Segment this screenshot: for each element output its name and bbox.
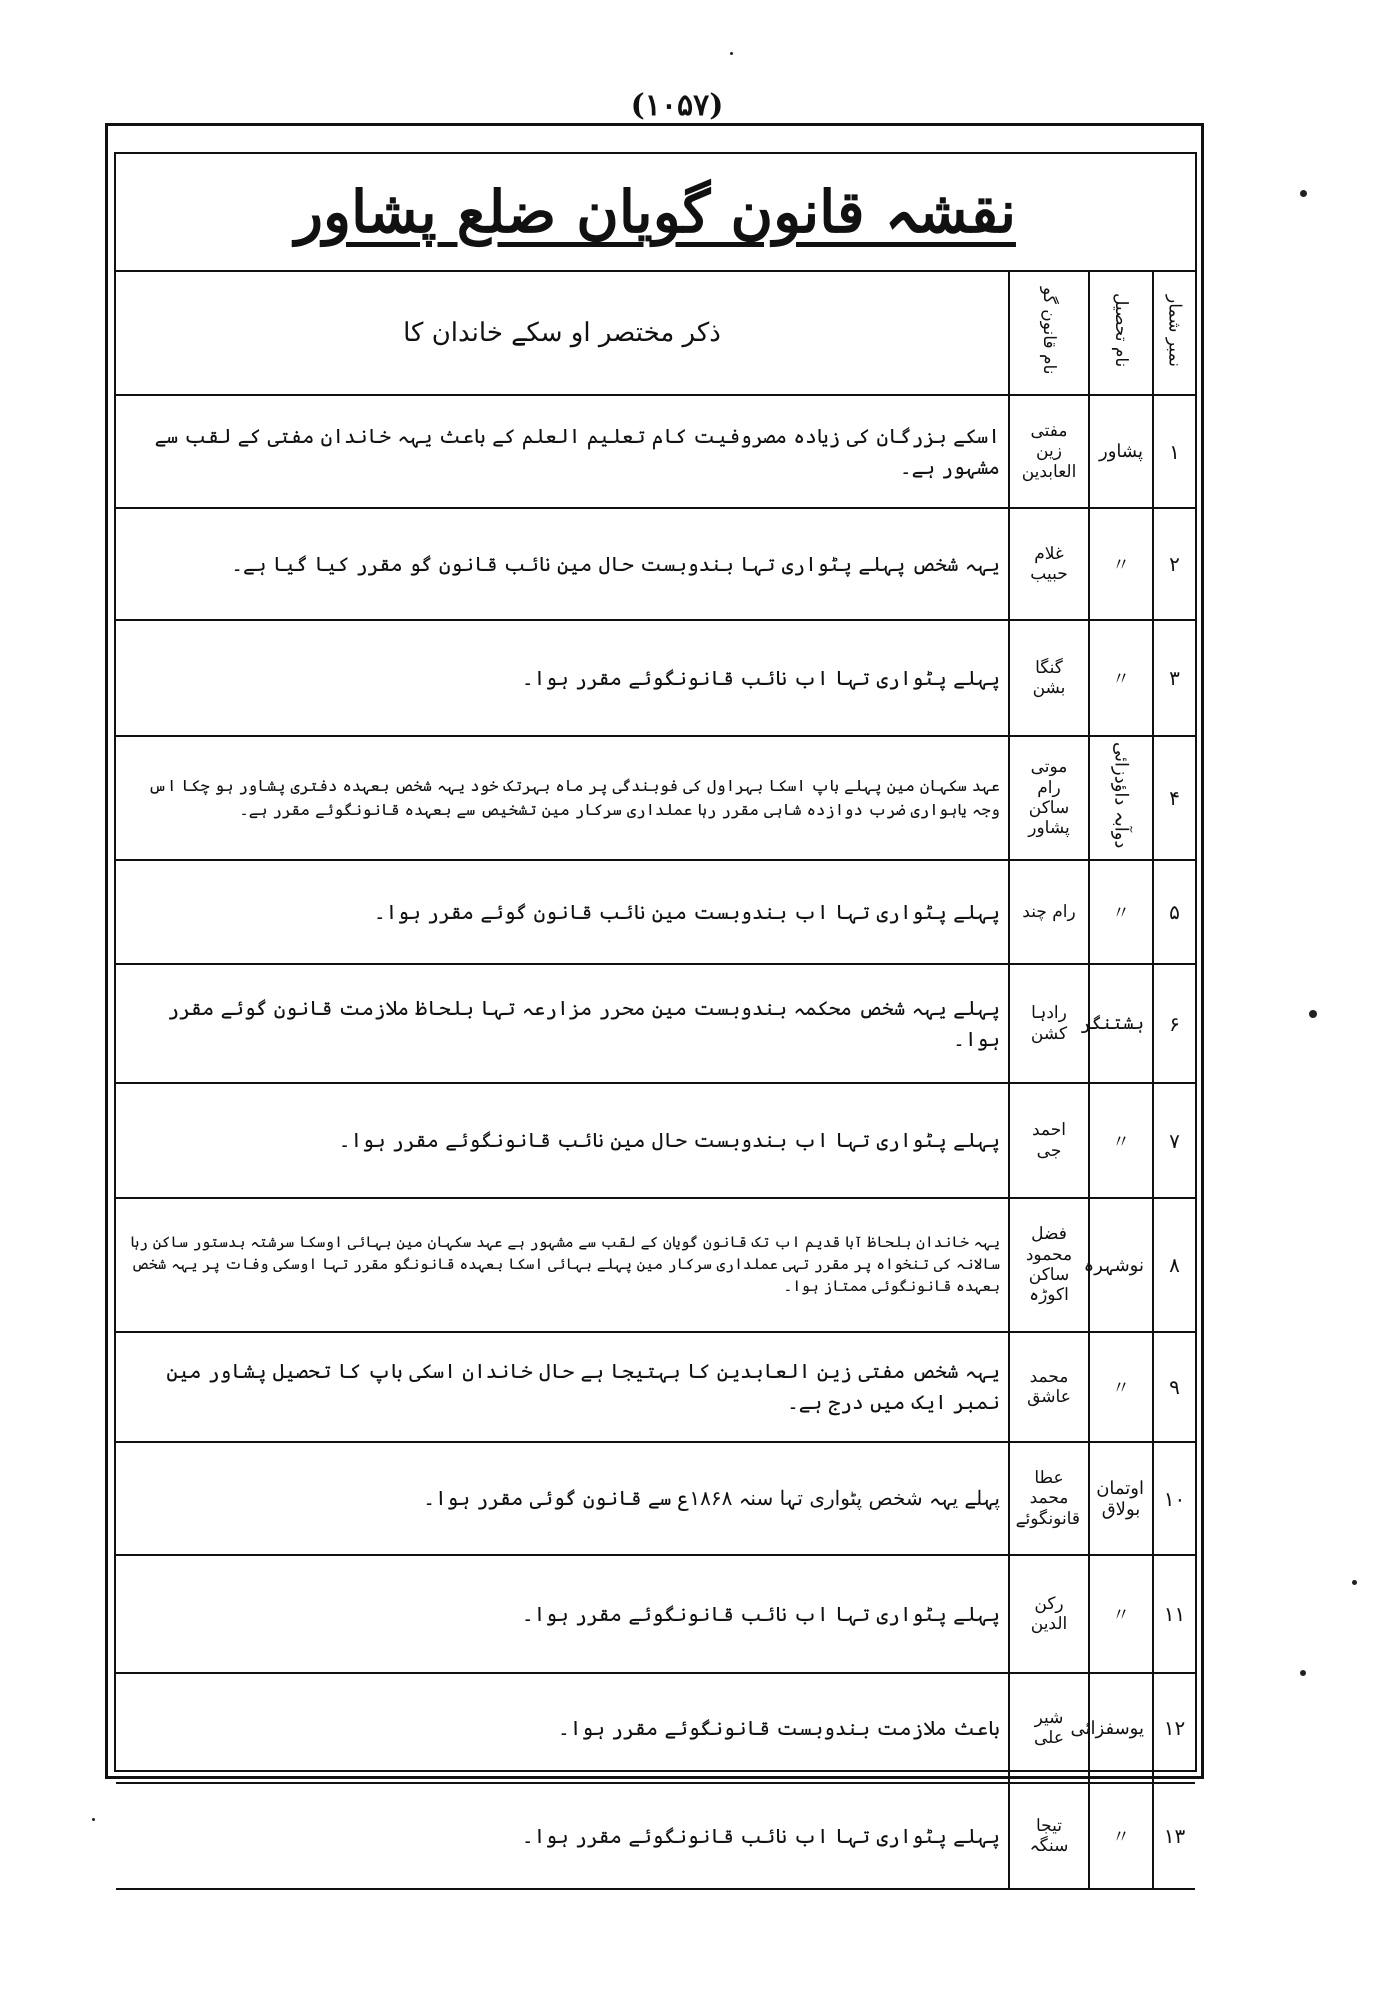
title-box: [116, 154, 1195, 272]
row-qanungo-name: شیر علی: [1009, 1673, 1089, 1783]
table-row: [116, 395, 1195, 508]
row-tehsil: 〃: [1089, 1332, 1153, 1442]
table-row: [116, 860, 1195, 964]
row-serial: ۴: [1153, 736, 1195, 860]
row-family-account: پہلے پٹواری تہا اب نائب قانونگوئے مقرر ہوا۔: [116, 1555, 1009, 1673]
row-tehsil: اوتمان بولاق: [1089, 1442, 1153, 1555]
row-tehsil: 〃: [1089, 1083, 1153, 1198]
row-tehsil: نوشہرہ: [1089, 1198, 1153, 1332]
row-tehsil: 〃: [1089, 860, 1153, 964]
header-serial-number: نمبر شمار: [1153, 272, 1195, 395]
header-row: [116, 272, 1195, 395]
table-outer-border: [105, 123, 1204, 1856]
row-serial: ۹: [1153, 1332, 1195, 1442]
row-qanungo-name: مفتی زین العابدین: [1009, 395, 1089, 508]
row-qanungo-name: احمد جی: [1009, 1083, 1089, 1198]
row-family-account: پہلے پٹواری تہا اب نائب قانونگوئے مقرر ہوا۔: [116, 620, 1009, 736]
scan-speck: [730, 52, 733, 55]
page-number: (۱۰۵۷): [630, 88, 724, 123]
table-row: [116, 1783, 1195, 1889]
row-qanungo-name: محمد عاشق: [1009, 1332, 1089, 1442]
scan-speck: [1352, 1580, 1357, 1585]
scan-speck: [1309, 1010, 1317, 1018]
table-row: [116, 508, 1195, 620]
row-serial: ۱۲: [1153, 1673, 1195, 1783]
row-qanungo-name: موتی رام ساکن پشاور: [1009, 736, 1089, 860]
row-family-account: پہلے پٹواری تہا اب بندوبست حال مین نائب قانونگوئے مقرر ہوا۔: [116, 1083, 1009, 1198]
table-row: [116, 736, 1195, 860]
row-family-account: باعث ملازمت بندوبست قانونگوئے مقرر ہوا۔: [116, 1673, 1009, 1783]
table-row: [116, 1332, 1195, 1442]
row-serial: ۱۰: [1153, 1442, 1195, 1555]
row-qanungo-name: غلام حبیب: [1009, 508, 1089, 620]
row-serial: ۱۱: [1153, 1555, 1195, 1673]
row-qanungo-name: رکن الدین: [1009, 1555, 1089, 1673]
row-family-account: یہہ شخص مفتی زین العابدین کا بہتیجا ہے حال خاندان اسکی باپ کا تحصیل پشاور مین نمبر ایک میں درج ہے۔: [116, 1332, 1009, 1442]
row-tehsil: ہشتنگر: [1089, 964, 1153, 1083]
scan-speck: [92, 1818, 95, 1821]
row-tehsil: پشاور: [1089, 395, 1153, 508]
row-qanungo-name: عطا محمد قانونگوئے: [1009, 1442, 1089, 1555]
row-family-account: پہلے پٹواری تہا اب بندوبست مین نائب قانون گوئے مقرر ہوا۔: [116, 860, 1009, 964]
scan-speck: [1300, 190, 1307, 197]
table-row: [116, 964, 1195, 1083]
table-row: [116, 1083, 1195, 1198]
header-family-account: ذکر مختصر او سکے خاندان کا: [116, 272, 1009, 395]
row-family-account: عہد سکہان مین پہلے باپ اسکا بہراول کی فوبندگی پر ماہ بہرتک خود یہہ شخص بعہدہ دفتری پشاور ہو چکا اس وجہ یاہواری ضرب دوازدہ شاہی مقرر رہا عملداری سرکار مین تشخیص سے بعہدہ قانونگوئے مقرر ہے۔: [116, 736, 1009, 860]
row-tehsil: 〃: [1089, 1783, 1153, 1889]
header-qanungo-name: نام قانون گو: [1009, 272, 1089, 395]
row-serial: ۱۳: [1153, 1783, 1195, 1889]
row-tehsil: 〃: [1089, 1555, 1153, 1673]
row-qanungo-name: رام چند: [1009, 860, 1089, 964]
row-serial: ۷: [1153, 1083, 1195, 1198]
table-row: [116, 1198, 1195, 1332]
document-title: نقشہ قانون گویان ضلع پشاور: [295, 178, 1016, 246]
row-qanungo-name: فضل محمود ساکن اکوڑہ: [1009, 1198, 1089, 1332]
row-tehsil: یوسفزائی: [1089, 1673, 1153, 1783]
row-family-account: اسکے بزرگان کی زیادہ مصروفیت کام تعلیم العلم کے باعث یہہ خاندان مفتی کے لقب سے مشہور ہے۔: [116, 395, 1009, 508]
row-tehsil: دوآبہ داؤدزائی: [1089, 736, 1153, 860]
table-row: [116, 620, 1195, 736]
table-row: [116, 1555, 1195, 1673]
row-serial: ۶: [1153, 964, 1195, 1083]
row-family-account: یہہ خاندان بلحاظ آبا قدیم اب تک قانون گویان کے لقب سے مشہور ہے عہد سکہان مین بہائی اوسکا سرشتہ بدستور ساکن رہا سالانہ کی تنخواہ پر مقرر تہی عملداری سرکار مین پہلے بہائی اسکا بعہدہ قانونگو مقرر تہا اوسکی وفات پر یہہ شخص بعہدہ قانونگوئی ممتاز ہوا۔: [116, 1198, 1009, 1332]
row-serial: ۸: [1153, 1198, 1195, 1332]
row-serial: ۳: [1153, 620, 1195, 736]
qanungo-register-table: [116, 272, 1195, 1890]
table-inner-border: [114, 152, 1197, 1856]
header-tehsil-name: نام تحصیل: [1089, 272, 1153, 395]
row-family-account: پہلے یہہ شخص پٹواری تہا سنہ ۱۸۶۸ع سے قانون گوئی مقرر ہوا۔: [116, 1442, 1009, 1555]
row-serial: ۵: [1153, 860, 1195, 964]
row-serial: ۲: [1153, 508, 1195, 620]
scan-speck: [1300, 1670, 1306, 1676]
row-family-account: پہلے یہہ شخص محکمہ بندوبست مین محرر مزارعہ تہا بلحاظ ملازمت قانون گوئے مقرر ہوا۔: [116, 964, 1009, 1083]
row-family-account: یہہ شخص پہلے پٹواری تہا بندوبست حال مین نائب قانون گو مقرر کیا گیا ہے۔: [116, 508, 1009, 620]
row-qanungo-name: گنگا بشن: [1009, 620, 1089, 736]
row-tehsil: 〃: [1089, 508, 1153, 620]
row-serial: ۱: [1153, 395, 1195, 508]
table-row: [116, 1442, 1195, 1555]
row-qanungo-name: رادہا کشن: [1009, 964, 1089, 1083]
table-row: [116, 1673, 1195, 1783]
row-qanungo-name: تیجا سنگہ: [1009, 1783, 1089, 1889]
row-tehsil: 〃: [1089, 620, 1153, 736]
row-family-account: پہلے پٹواری تہا اب نائب قانونگوئے مقرر ہوا۔: [116, 1783, 1009, 1889]
